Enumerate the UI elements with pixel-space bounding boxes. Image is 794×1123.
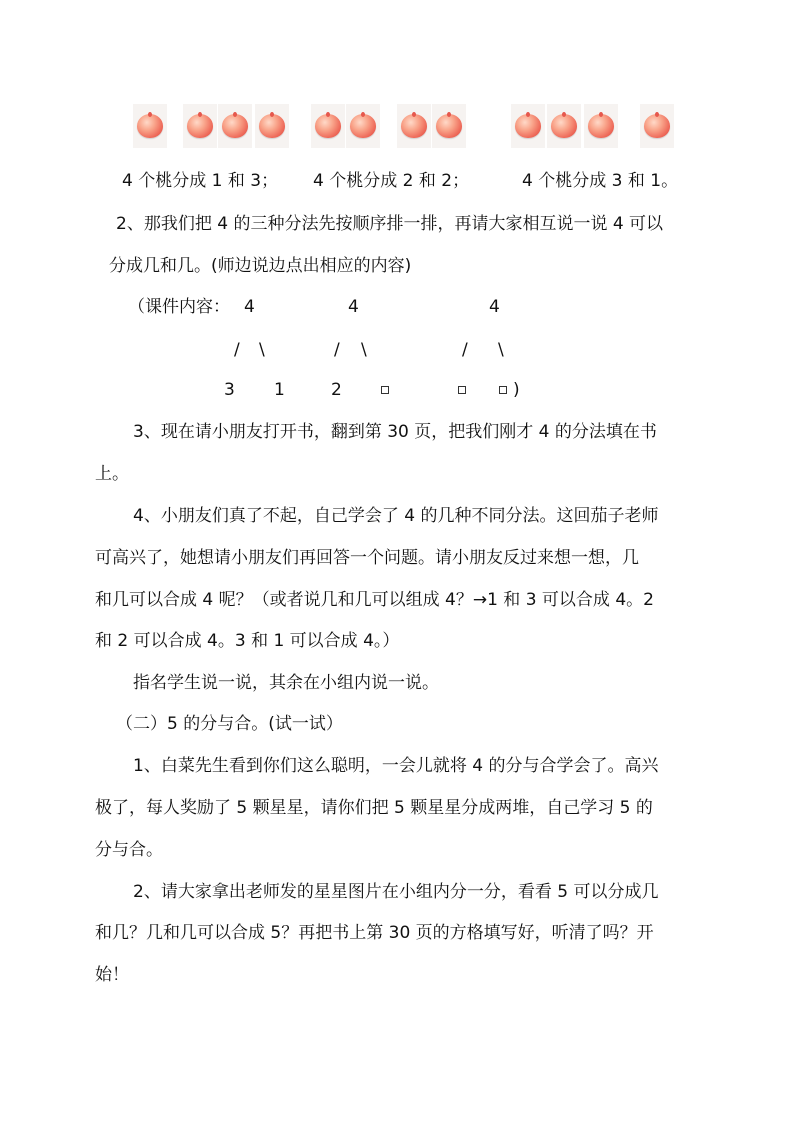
peach-image — [311, 104, 345, 148]
peach-image — [133, 104, 167, 148]
blank-box — [458, 386, 466, 394]
split-label-2-2: 4 个桃分成 2 和 2； — [313, 171, 470, 191]
peach-image — [640, 104, 674, 148]
paragraph-5-line-2: 极了，每人奖励了 5 颗星星，请你们把 5 颗星星分成两堆，自己学习 5 的 — [95, 798, 653, 818]
courseware-label: （课件内容： — [128, 297, 230, 317]
paragraph-4-line-1: 4、小朋友们真了不起，自己学会了 4 的几种不同分法。这回茄子老师 — [133, 506, 659, 526]
split-slash: / — [234, 340, 240, 360]
paragraph-2-line-2: 分成几和几。(师边说边点出相应的内容) — [109, 256, 412, 276]
peach-image — [397, 104, 431, 148]
paragraph-4-line-3: 和几可以合成 4 呢？（或者说几和几可以组成 4？→1 和 3 可以合成 4。2 — [95, 590, 654, 610]
peach-image — [511, 104, 545, 148]
paragraph-6-line-3: 始！ — [95, 965, 129, 985]
paragraph-5-line-3: 分与合。 — [95, 840, 163, 860]
split-label-3-1: 4 个桃分成 3 和 1。 — [522, 171, 679, 191]
courseware-top-3: 4 — [489, 297, 500, 317]
courseware-bottom-2: 2 — [331, 380, 342, 400]
split-backslash: \ — [498, 340, 504, 360]
paragraph-4-line-4: 和 2 可以合成 4。3 和 1 可以合成 4。） — [95, 631, 400, 651]
peach-image — [255, 104, 289, 148]
paragraph-3-line-1: 3、现在请小朋友打开书，翻到第 30 页，把我们刚才 4 的分法填在书 — [133, 422, 657, 442]
peach-image — [547, 104, 581, 148]
peach-image — [584, 104, 618, 148]
courseware-top-1: 4 — [244, 297, 255, 317]
split-backslash: \ — [259, 340, 265, 360]
peach-image — [346, 104, 380, 148]
peach-image — [432, 104, 466, 148]
peach-image — [183, 104, 217, 148]
split-backslash: \ — [361, 340, 367, 360]
split-label-1-3: 4 个桃分成 1 和 3； — [122, 171, 279, 191]
peach-image — [218, 104, 252, 148]
paragraph-4-line-2: 可高兴了，她想请小朋友们再回答一个问题。请小朋友反过来想一想，几 — [95, 548, 639, 568]
courseware-bottom-1: 1 — [274, 380, 285, 400]
courseware-close-paren: ) — [513, 380, 520, 400]
paragraph-6-line-1: 2、请大家拿出老师发的星星图片在小组内分一分，看看 5 可以分成几 — [133, 882, 659, 902]
split-slash: / — [462, 340, 468, 360]
paragraph-2-line-1: 2、那我们把 4 的三种分法先按顺序排一排，再请大家相互说一说 4 可以 — [116, 214, 664, 234]
courseware-top-2: 4 — [348, 297, 359, 317]
paragraph-6-line-2: 和几？几和几可以合成 5？再把书上第 30 页的方格填写好，听清了吗？开 — [95, 923, 654, 943]
blank-box — [381, 386, 389, 394]
split-slash: / — [334, 340, 340, 360]
paragraph-5-line-1: 1、白菜先生看到你们这么聪明，一会儿就将 4 的分与合学会了。高兴 — [133, 756, 659, 776]
courseware-bottom-3: 3 — [224, 380, 235, 400]
section-heading: （二）5 的分与合。(试一试） — [116, 714, 343, 734]
blank-box — [499, 386, 507, 394]
instruction-line: 指名学生说一说，其余在小组内说一说。 — [133, 673, 439, 693]
paragraph-3-line-2: 上。 — [95, 464, 129, 484]
